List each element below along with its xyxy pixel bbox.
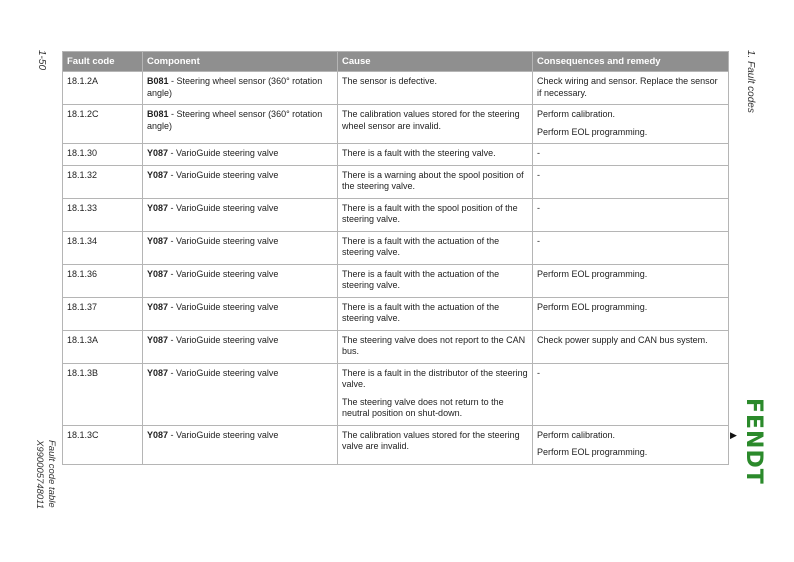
cause-cell (338, 198, 533, 231)
fault-code-cell: 18.1.32 (63, 165, 143, 198)
remedy-text: Perform EOL programming. (537, 301, 648, 312)
page-number: 1-50 (36, 50, 47, 71)
table-row (63, 231, 729, 264)
remedy-text: Perform EOL programming. (537, 447, 648, 457)
component-name: - VarioGuide steering valve (168, 334, 279, 345)
cause-text: The steering valve does not report to the CAN bus. (342, 334, 526, 356)
table-row (63, 165, 729, 198)
remedy-cell (533, 425, 729, 464)
table-row (63, 198, 729, 231)
fault-code-table (62, 51, 729, 465)
continue-arrow-icon: ▶ (730, 430, 737, 440)
cause-text: There is a fault with the spool position of the steering valve. (342, 202, 518, 224)
component-name: - VarioGuide steering valve (168, 268, 279, 279)
cause-cell (338, 425, 533, 464)
cause-text: There is a fault with the steering valve. (342, 148, 496, 158)
component-cell (143, 363, 338, 425)
cause-text: There is a fault with the actuation of the steering valve. (342, 268, 500, 290)
table-row (63, 363, 729, 425)
remedy-text: Perform EOL programming. (537, 268, 648, 279)
cause-text: The calibration values stored for the steering wheel sensor are invalid. (342, 109, 520, 131)
remedy-cell (533, 231, 729, 264)
remedy-text: Perform calibration. (537, 429, 616, 440)
component-code: Y087 (147, 148, 169, 158)
footer-title: Fault code table (46, 440, 57, 508)
component-cell (143, 297, 338, 330)
component-code: Y087 (147, 169, 169, 180)
fault-code-cell: 18.1.3A (63, 330, 143, 363)
component-name: - VarioGuide steering valve (168, 367, 279, 378)
remedy-text: Perform calibration. (537, 109, 616, 119)
chapter-title: 1. Fault codes (745, 50, 756, 113)
cause-text: There is a fault with the actuation of the steering valve. (342, 235, 500, 257)
component-name: - VarioGuide steering valve (168, 148, 279, 158)
header-cause: Cause (338, 52, 533, 72)
remedy-text: - (537, 169, 540, 180)
component-name: - Steering wheel sensor (360° rotation angle) (147, 76, 323, 98)
footer-info (33, 440, 57, 509)
fault-code-cell: 18.1.37 (63, 297, 143, 330)
cause-text: There is a warning about the spool position of the steering valve. (342, 169, 524, 191)
component-code: B081 (147, 109, 169, 119)
table-header-row (63, 52, 729, 72)
remedy-cell (533, 144, 729, 166)
table-row (63, 425, 729, 464)
component-cell (143, 165, 338, 198)
cause-cell (338, 330, 533, 363)
fault-code-cell: 18.1.2A (63, 72, 143, 105)
table-row (63, 105, 729, 144)
remedy-cell (533, 198, 729, 231)
component-code: Y087 (147, 235, 169, 246)
table-row (63, 297, 729, 330)
remedy-text: - (537, 235, 540, 246)
fendt-logo: FENDT (741, 398, 766, 485)
component-code: Y087 (147, 429, 169, 440)
remedy-cell (533, 363, 729, 425)
cause-cell (338, 297, 533, 330)
component-name: - VarioGuide steering valve (168, 235, 279, 246)
component-code: B081 (147, 76, 169, 86)
cause-text: The steering valve does not return to the neutral position on shut-down. (342, 396, 504, 418)
footer-doc-id: X990005748011 (34, 440, 45, 510)
component-cell (143, 105, 338, 144)
remedy-text: - (537, 148, 540, 158)
cause-cell (338, 264, 533, 297)
remedy-cell (533, 105, 729, 144)
component-cell (143, 231, 338, 264)
component-code: Y087 (147, 202, 169, 213)
component-cell (143, 72, 338, 105)
component-cell (143, 198, 338, 231)
remedy-text: Check power supply and CAN bus system. (537, 334, 708, 345)
remedy-cell (533, 264, 729, 297)
table-row (63, 72, 729, 105)
cause-cell (338, 363, 533, 425)
fault-code-cell: 18.1.3C (63, 425, 143, 464)
fault-code-cell: 18.1.33 (63, 198, 143, 231)
cause-cell (338, 165, 533, 198)
component-cell (143, 425, 338, 464)
component-cell (143, 330, 338, 363)
component-code: Y087 (147, 334, 169, 345)
remedy-text: Perform EOL programming. (537, 126, 648, 137)
header-remedy: Consequences and remedy (533, 52, 729, 72)
fault-code-cell: 18.1.2C (63, 105, 143, 144)
remedy-cell (533, 165, 729, 198)
remedy-cell (533, 330, 729, 363)
component-name: - VarioGuide steering valve (168, 169, 279, 180)
remedy-cell (533, 72, 729, 105)
component-code: Y087 (147, 268, 169, 279)
cause-text: The sensor is defective. (342, 76, 438, 86)
header-component: Component (143, 52, 338, 72)
cause-cell (338, 105, 533, 144)
cause-cell (338, 144, 533, 166)
cause-text: The calibration values stored for the steering valve are invalid. (342, 429, 520, 451)
fault-rows (63, 72, 729, 465)
remedy-text: - (537, 202, 540, 213)
table-row (63, 144, 729, 166)
component-name: - Steering wheel sensor (360° rotation angle) (147, 109, 323, 131)
component-name: - VarioGuide steering valve (168, 202, 279, 213)
component-code: Y087 (147, 367, 169, 378)
fault-code-cell: 18.1.30 (63, 144, 143, 166)
cause-cell (338, 72, 533, 105)
header-fault-code: Fault code (63, 52, 143, 72)
component-cell (143, 144, 338, 166)
cause-text: There is a fault with the actuation of the steering valve. (342, 301, 500, 323)
table-row (63, 330, 729, 363)
cause-cell (338, 231, 533, 264)
fault-code-cell: 18.1.3B (63, 363, 143, 425)
remedy-text: Check wiring and sensor. Replace the sensor if necessary. (537, 76, 718, 98)
component-code: Y087 (147, 301, 169, 312)
fault-code-cell: 18.1.36 (63, 264, 143, 297)
remedy-cell (533, 297, 729, 330)
cause-text: There is a fault in the distributor of the steering valve. (342, 367, 528, 389)
component-cell (143, 264, 338, 297)
component-name: - VarioGuide steering valve (168, 301, 279, 312)
component-name: - VarioGuide steering valve (168, 429, 279, 440)
table-row (63, 264, 729, 297)
remedy-text: - (537, 367, 540, 378)
fault-code-cell: 18.1.34 (63, 231, 143, 264)
